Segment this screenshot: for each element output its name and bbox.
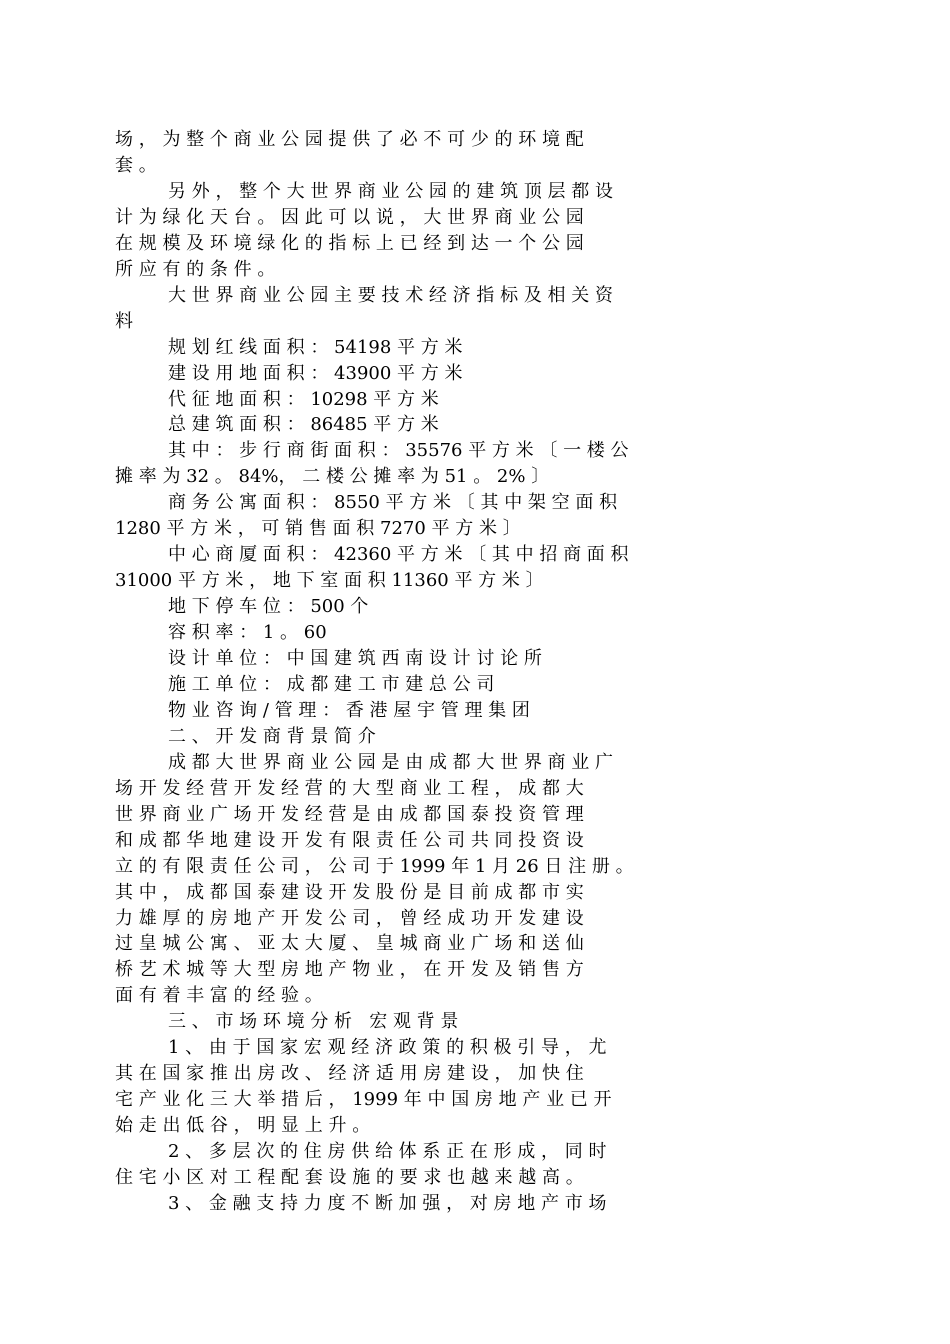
text-line: 中 心 商 厦 面 积 ： 42360 平 方 米 〔 其 中 招 商 面 积 <box>168 544 629 566</box>
text-line: 商 务 公 寓 面 积 ： 8550 平 方 米 〔 其 中 架 空 面 积 <box>168 492 618 514</box>
text-line: 2 、 多 层 次 的 住 房 供 给 体 系 正 在 形 成 ， 同 时 <box>168 1141 607 1163</box>
text-line: 其 中 ： 步 行 商 街 面 积 ： 35576 平 方 米 〔 一 楼 公 <box>168 440 629 462</box>
text-line: 场 ， 为 整 个 商 业 公 园 提 供 了 必 不 可 少 的 环 境 配 <box>115 129 584 150</box>
text-line: 其 中 ， 成 都 国 泰 建 设 开 发 股 份 是 目 前 成 都 市 实 <box>115 881 584 903</box>
text-line: 立 的 有 限 责 任 公 司 ， 公 司 于 1999 年 1 月 26 日 注 册 。 <box>115 855 634 877</box>
text-line: 成 都 大 世 界 商 业 公 园 是 由 成 都 大 世 界 商 业 广 <box>168 751 613 773</box>
text-line: 力 雄 厚 的 房 地 产 开 发 公 司 ， 曾 经 成 功 开 发 建 设 <box>115 907 584 929</box>
text-line: 计 为 绿 化 天 台 。 因 此 可 以 说 ， 大 世 界 商 业 公 园 <box>115 206 584 228</box>
text-line: 三 、 市 场 环 境 分 析 宏 观 背 景 <box>168 1011 459 1033</box>
text-line: 所 应 有 的 条 件 。 <box>115 258 276 280</box>
text-line: 二 、 开 发 商 背 景 简 介 <box>168 725 376 747</box>
text-line: 过 皇 城 公 寓 、 亚 太 大 厦 、 皇 城 商 业 广 场 和 送 仙 <box>115 933 584 955</box>
text-line: 摊 率 为 32 。 84%， 二 楼 公 摊 率 为 51 。 2% 〕 <box>115 466 550 488</box>
text-line: 另 外 ， 整 个 大 世 界 商 业 公 园 的 建 筑 顶 层 都 设 <box>168 180 613 202</box>
text-line: 3 、 金 融 支 持 力 度 不 断 加 强 ， 对 房 地 产 市 场 <box>168 1192 607 1214</box>
text-line: 1280 平 方 米 ， 可 销 售 面 积 7270 平 方 米 〕 <box>115 518 521 540</box>
text-line: 1 、 由 于 国 家 宏 观 经 济 政 策 的 积 极 引 导 ， 尤 <box>168 1037 607 1059</box>
text-line: 物 业 咨 询 / 管 理 ： 香 港 屋 宇 管 理 集 团 <box>168 699 530 721</box>
text-line: 在 规 模 及 环 境 绿 化 的 指 标 上 已 经 到 达 一 个 公 园 <box>115 232 584 254</box>
text-line: 料 <box>115 310 133 332</box>
text-line: 代 征 地 面 积 ： 10298 平 方 米 <box>168 388 439 410</box>
text-line: 世 界 商 业 广 场 开 发 经 营 是 由 成 都 国 泰 投 资 管 理 <box>115 803 584 825</box>
text-line: 住 宅 小 区 对 工 程 配 套 设 施 的 要 求 也 越 来 越 高 。 <box>115 1167 584 1188</box>
text-line: 设 计 单 位 ： 中 国 建 筑 西 南 设 计 讨 论 所 <box>168 648 542 669</box>
text-line: 面 有 着 丰 富 的 经 验 。 <box>115 985 323 1007</box>
text-line: 总 建 筑 面 积 ： 86485 平 方 米 <box>168 414 439 436</box>
text-line: 容 积 率 ： 1 。 60 <box>168 622 327 644</box>
text-line: 其 在 国 家 推 出 房 改 、 经 济 适 用 房 建 设 ， 加 快 住 <box>115 1063 584 1085</box>
text-line: 场 开 发 经 营 开 发 经 营 的 大 型 商 业 工 程 ， 成 都 大 <box>115 777 584 799</box>
text-line: 大 世 界 商 业 公 园 主 要 技 术 经 济 指 标 及 相 关 资 <box>168 284 613 306</box>
text-line: 套 。 <box>115 154 157 176</box>
text-line: 31000 平 方 米 ， 地 下 室 面 积 11360 平 方 米 〕 <box>115 570 544 592</box>
text-line: 建 设 用 地 面 积 ： 43900 平 方 米 <box>168 362 463 384</box>
text-line: 规 划 红 线 面 积 ： 54198 平 方 米 <box>168 336 463 358</box>
text-line: 施 工 单 位 ： 成 都 建 工 市 建 总 公 司 <box>168 673 495 695</box>
text-line: 桥 艺 术 城 等 大 型 房 地 产 物 业 ， 在 开 发 及 销 售 方 <box>115 959 584 981</box>
text-line: 地 下 停 车 位 ： 500 个 <box>168 596 369 618</box>
text-line: 和 成 都 华 地 建 设 开 发 有 限 责 任 公 司 共 同 投 资 设 <box>115 829 584 851</box>
text-line: 宅 产 业 化 三 大 举 措 后 ， 1999 年 中 国 房 地 产 业 已 开 <box>115 1089 612 1111</box>
text-line: 始 走 出 低 谷 ， 明 显 上 升 。 <box>115 1115 371 1137</box>
